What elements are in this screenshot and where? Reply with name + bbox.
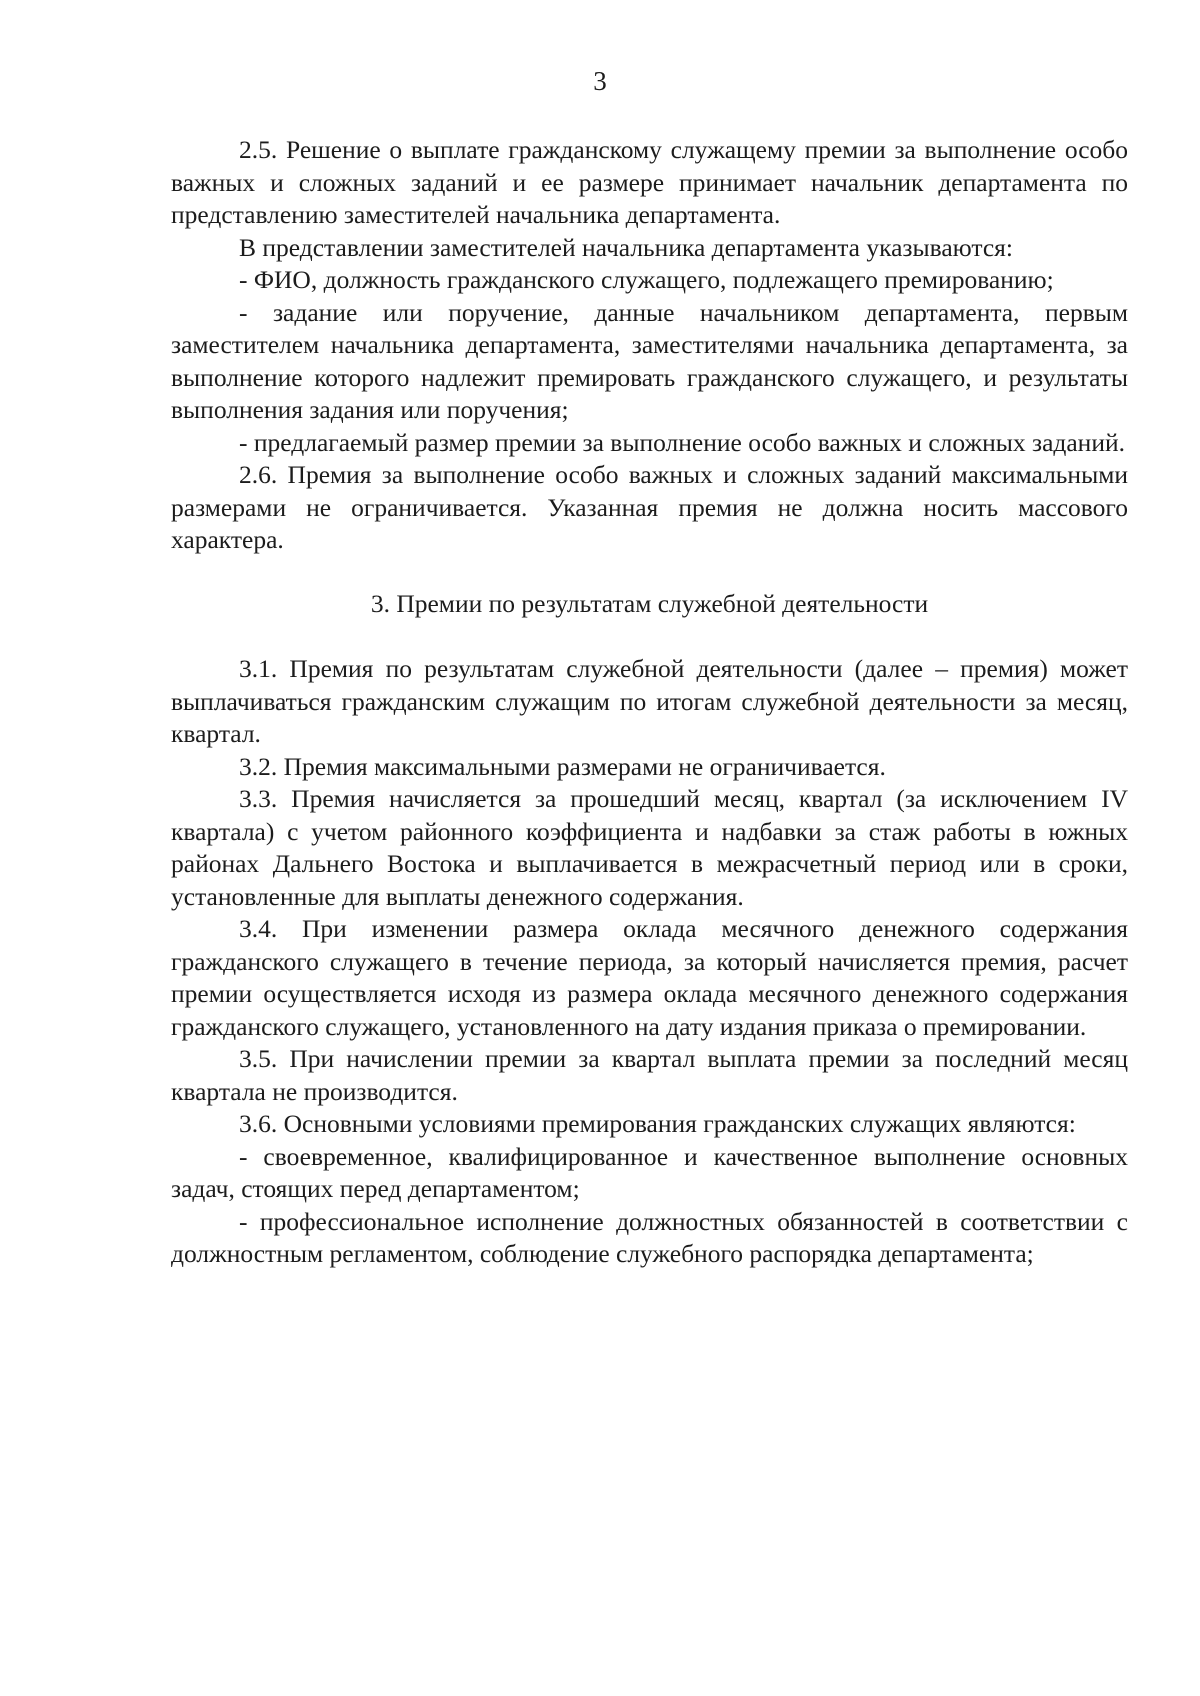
list-item-task: - задание или поручение, данные начальником департамента, первым заместителем начальника департамента, заместителями начальника департамента, за выполнение которого надлежит премировать гражданского служащего, и результаты выполнения задания или поручения; [171,297,1128,424]
paragraph-2-6: 2.6. Премия за выполнение особо важных и сложных заданий максимальными размерами не ограничивается. Указанная премия не должна носить массового характера. [171,460,1128,554]
paragraph-3-5: 3.5. При начислении премии за квартал выплата премии за последний месяц квартала не производится. [171,1044,1128,1106]
paragraph-3-3: 3.3. Премия начисляется за прошедший месяц, квартал (за исключением IV квартала) с учетом районного коэффициента и надбавки за стаж работы в южных районах Дальнего Востока и выплачивается в межрасчетный период или в сроки, установленные для выплаты денежного содержания. [171,784,1128,911]
list-item-bonus-size: - предлагаемый размер премии за выполнение особо важных и сложных заданий. [239,427,1126,457]
page-number: 3 [593,66,607,96]
list-item-fio: - ФИО, должность гражданского служащего, подлежащего премированию; [239,265,1054,294]
paragraph-3-6: 3.6. Основными условиями премирования гражданских служащих являются: [239,1109,1076,1138]
paragraph-3-2: 3.2. Премия максимальными размерами не ограничивается. [239,751,886,781]
paragraph-3-4: 3.4. При изменении размера оклада месячного денежного содержания гражданского служащего в течение периода, за который начисляется премия, расчет премии осуществляется исходя из размера оклада месячного денежного содержания гражданского служащего, установленного на дату издания приказа о премировании. [171,914,1128,1041]
list-item-timely-execution: - своевременное, квалифицированное и качественное выполнение основных задач, стоящих перед департаментом; [171,1141,1128,1203]
paragraph-representation-intro: В представлении заместителей начальника департамента указываются: [239,232,1013,262]
paragraph-3-1: 3.1. Премия по результатам служебной деятельности (далее – премия) может выплачиваться гражданским служащим по итогам служебной деятельности за месяц, квартал. [171,654,1128,748]
document-body [171,134,1128,1271]
paragraph-2-5: 2.5. Решение о выплате гражданскому служащему премии за выполнение особо важных и сложных заданий и ее размере принимает начальник департамента по представлению заместителей начальника департамента. [171,135,1128,229]
list-item-professional-duties: - профессиональное исполнение должностных обязанностей в соответствии с должностным регламентом, соблюдение служебного распорядка департамента; [171,1206,1128,1268]
section-heading: 3. Премии по результатам служебной деятельности [370,588,929,618]
